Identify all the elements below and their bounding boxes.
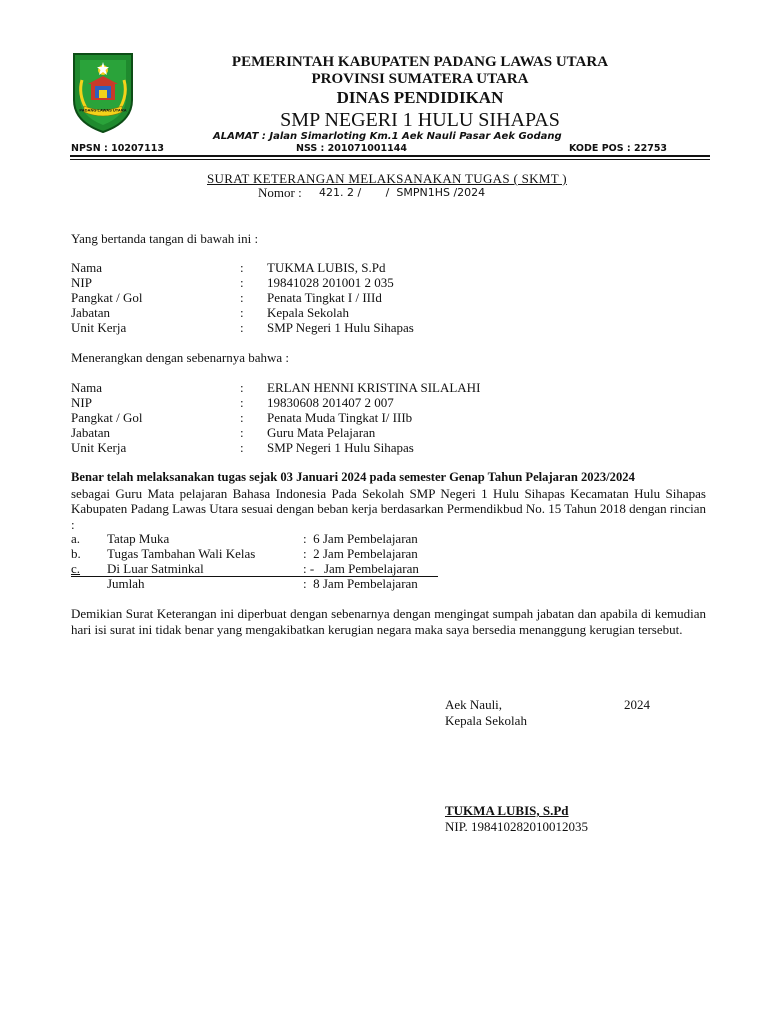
rincian-c-value: : - Jam Pembelajaran (303, 561, 419, 576)
statement-bold-line: Benar telah melaksanakan tugas sejak 03 Januari 2024 pada semester Genap Tahun Pelajaran 2023/2024 (71, 470, 635, 484)
signer-position-colon: : (240, 305, 244, 320)
letter-number-value: 421. 2 / / SMPN1HS /2024 (319, 186, 486, 199)
closing-paragraph: Demikian Surat Keterangan ini diperbuat dengan sebenarnya dengan mengingat sumpah jabatan dan apabila di kemudian hari isi surat ini tidak benar yang mengakibatkan kerugian negara maka saya bersedia menanggung kerugian tersebut. (71, 606, 706, 637)
teacher-rank-label: Pangkat / Gol (71, 410, 143, 425)
teacher-position-value: Guru Mata Pelajaran (267, 425, 376, 440)
rincian-a-label: Tatap Muka (107, 531, 170, 546)
signer-position-label: Jabatan (71, 305, 110, 320)
signer-unit-value: SMP Negeri 1 Hulu Sihapas (267, 320, 414, 335)
signer-name-value: TUKMA LUBIS, S.Pd (267, 260, 386, 275)
signer-rank-label: Pangkat / Gol (71, 290, 143, 305)
header-postal-code: KODE POS : 22753 (569, 143, 668, 154)
letterhead-rule-thin (70, 159, 710, 160)
teacher-name-colon: : (240, 380, 244, 395)
declaration-intro: Menerangkan dengan sebenarnya bahwa : (71, 350, 290, 365)
regency-logo (68, 50, 138, 134)
signer-name-colon: : (240, 260, 244, 275)
rincian-a-letter: a. (71, 531, 81, 546)
signature-position: Kepala Sekolah (445, 713, 527, 728)
rincian-b-letter: b. (71, 546, 81, 561)
signer-rank-value: Penata Tingkat I / IIId (267, 290, 382, 305)
header-nss: NSS : 201071001144 (296, 143, 407, 154)
rincian-a-value: : 6 Jam Pembelajaran (303, 531, 418, 546)
header-department: DINAS PENDIDIKAN (336, 88, 504, 107)
header-province: PROVINSI SUMATERA UTARA (311, 71, 529, 87)
signer-rank-colon: : (240, 290, 244, 305)
signer-nip-label: NIP (71, 275, 92, 290)
teacher-name-value: ERLAN HENNI KRISTINA SILALAHI (267, 380, 481, 395)
statement-rest: sebagai Guru Mata pelajaran Bahasa Indonesia Pada Sekolah SMP Negeri 1 Hulu Sihapas Kecamatan Hulu Sihapas Kabupaten Padang Lawas Utara sesuai dengan beban kerja berdasarkan Permendikbud No. 15 Tahun 2018 dengan rincian : (71, 485, 706, 532)
signature-place: Aek Nauli, (445, 697, 503, 712)
signer-position-value: Kepala Sekolah (267, 305, 349, 320)
signer-nip-value: 19841028 201001 2 035 (267, 275, 394, 290)
header-address: ALAMAT : Jalan Simarloting Km.1 Aek Nauli Pasar Aek Godang (213, 131, 562, 142)
statement-paragraph (71, 470, 706, 532)
signature-name: TUKMA LUBIS, S.Pd (445, 803, 569, 818)
rincian-b-value: : 2 Jam Pembelajaran (303, 546, 418, 561)
logo-banner-text: PADANG LAWAS UTARA (79, 107, 127, 113)
teacher-rank-value: Penata Muda Tingkat I/ IIIb (267, 410, 413, 425)
signer-unit-label: Unit Kerja (71, 320, 127, 335)
teacher-unit-colon: : (240, 440, 244, 455)
teacher-position-label: Jabatan (71, 425, 110, 440)
letter-number-label: Nomor : (258, 185, 302, 200)
teacher-nip-colon: : (240, 395, 244, 410)
teacher-position-colon: : (240, 425, 244, 440)
rincian-b-label: Tugas Tambahan Wali Kelas (107, 546, 256, 561)
signer-nip-colon: : (240, 275, 244, 290)
rincian-c-label: Di Luar Satminkal (107, 561, 204, 576)
teacher-nip-value: 19830608 201407 2 007 (267, 395, 394, 410)
rincian-c-letter: c. (71, 561, 81, 576)
letter-title: SURAT KETERANGAN MELAKSANAKAN TUGAS ( SKMT ) (207, 171, 567, 186)
teacher-unit-value: SMP Negeri 1 Hulu Sihapas (267, 440, 414, 455)
teacher-unit-label: Unit Kerja (71, 440, 127, 455)
signature-year: 2024 (624, 697, 650, 712)
signature-nip: NIP. 198410282010012035 (445, 819, 589, 834)
teacher-rank-colon: : (240, 410, 244, 425)
signer-name-label: Nama (71, 260, 103, 275)
teacher-name-label: Nama (71, 380, 103, 395)
rincian-total-value: : 8 Jam Pembelajaran (303, 576, 418, 591)
teacher-nip-label: NIP (71, 395, 92, 410)
header-school-name: SMP NEGERI 1 HULU SIHAPAS (280, 109, 560, 131)
rincian-total-label: Jumlah (107, 576, 145, 591)
header-npsn: NPSN : 10207113 (71, 143, 165, 154)
header-government: PEMERINTAH KABUPATEN PADANG LAWAS UTARA (231, 54, 609, 70)
intro-text: Yang bertanda tangan di bawah ini : (71, 231, 259, 246)
signer-unit-colon: : (240, 320, 244, 335)
letterhead-rule-thick (70, 155, 710, 157)
